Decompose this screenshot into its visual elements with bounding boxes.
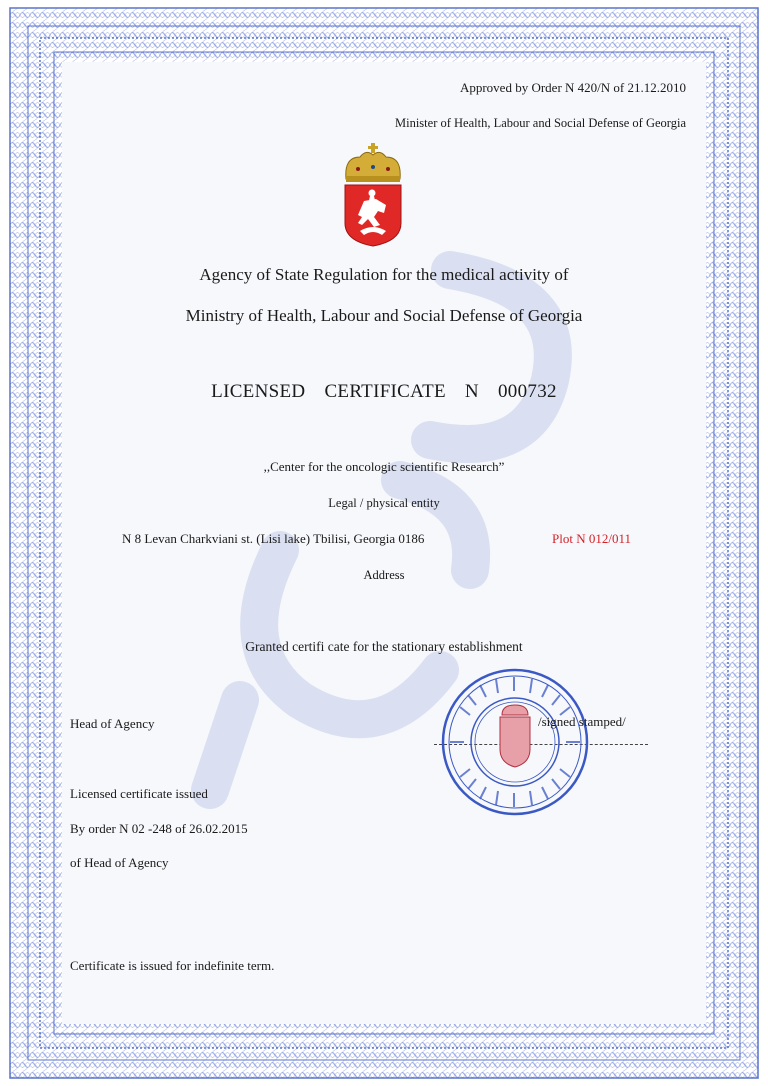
agency-heading-line2: Ministry of Health, Labour and Social Defense of Georgia — [185, 306, 583, 325]
granted-text: Granted certifi cate for the stationary establishment — [245, 639, 523, 654]
order-number: By order N 02 -248 of 26.02.2015 — [70, 821, 248, 836]
official-stamp-icon — [440, 667, 590, 817]
signed-stamped-text: /signed stamped/ — [538, 714, 626, 729]
approved-order-text: Approved by Order N 420/N of 21.12.2010 — [459, 80, 686, 95]
plot-number: Plot N 012/011 — [552, 531, 631, 546]
address-value: N 8 Levan Charkviani st. (Lisi lake) Tbilisi, Georgia 0186 — [122, 531, 425, 546]
minister-text: Minister of Health, Labour and Social Defense of Georgia — [395, 116, 686, 130]
entity-label: Legal / physical entity — [328, 496, 440, 510]
term-statement: Certificate is issued for indefinite term. — [70, 958, 275, 973]
entity-name: ,,Center for the oncologic scientific Research” — [263, 459, 505, 474]
of-head-of-agency: of Head of Agency — [70, 855, 169, 870]
certificate-title: LICENSED CERTIFICATE N 000732 — [211, 381, 557, 402]
issued-label: Licensed certificate issued — [70, 786, 208, 801]
agency-heading-line1: Agency of State Regulation for the medical activity of — [199, 265, 569, 284]
head-of-agency-label: Head of Agency — [70, 716, 155, 731]
georgia-coat-of-arms-icon — [340, 143, 406, 247]
address-label: Address — [363, 568, 405, 582]
